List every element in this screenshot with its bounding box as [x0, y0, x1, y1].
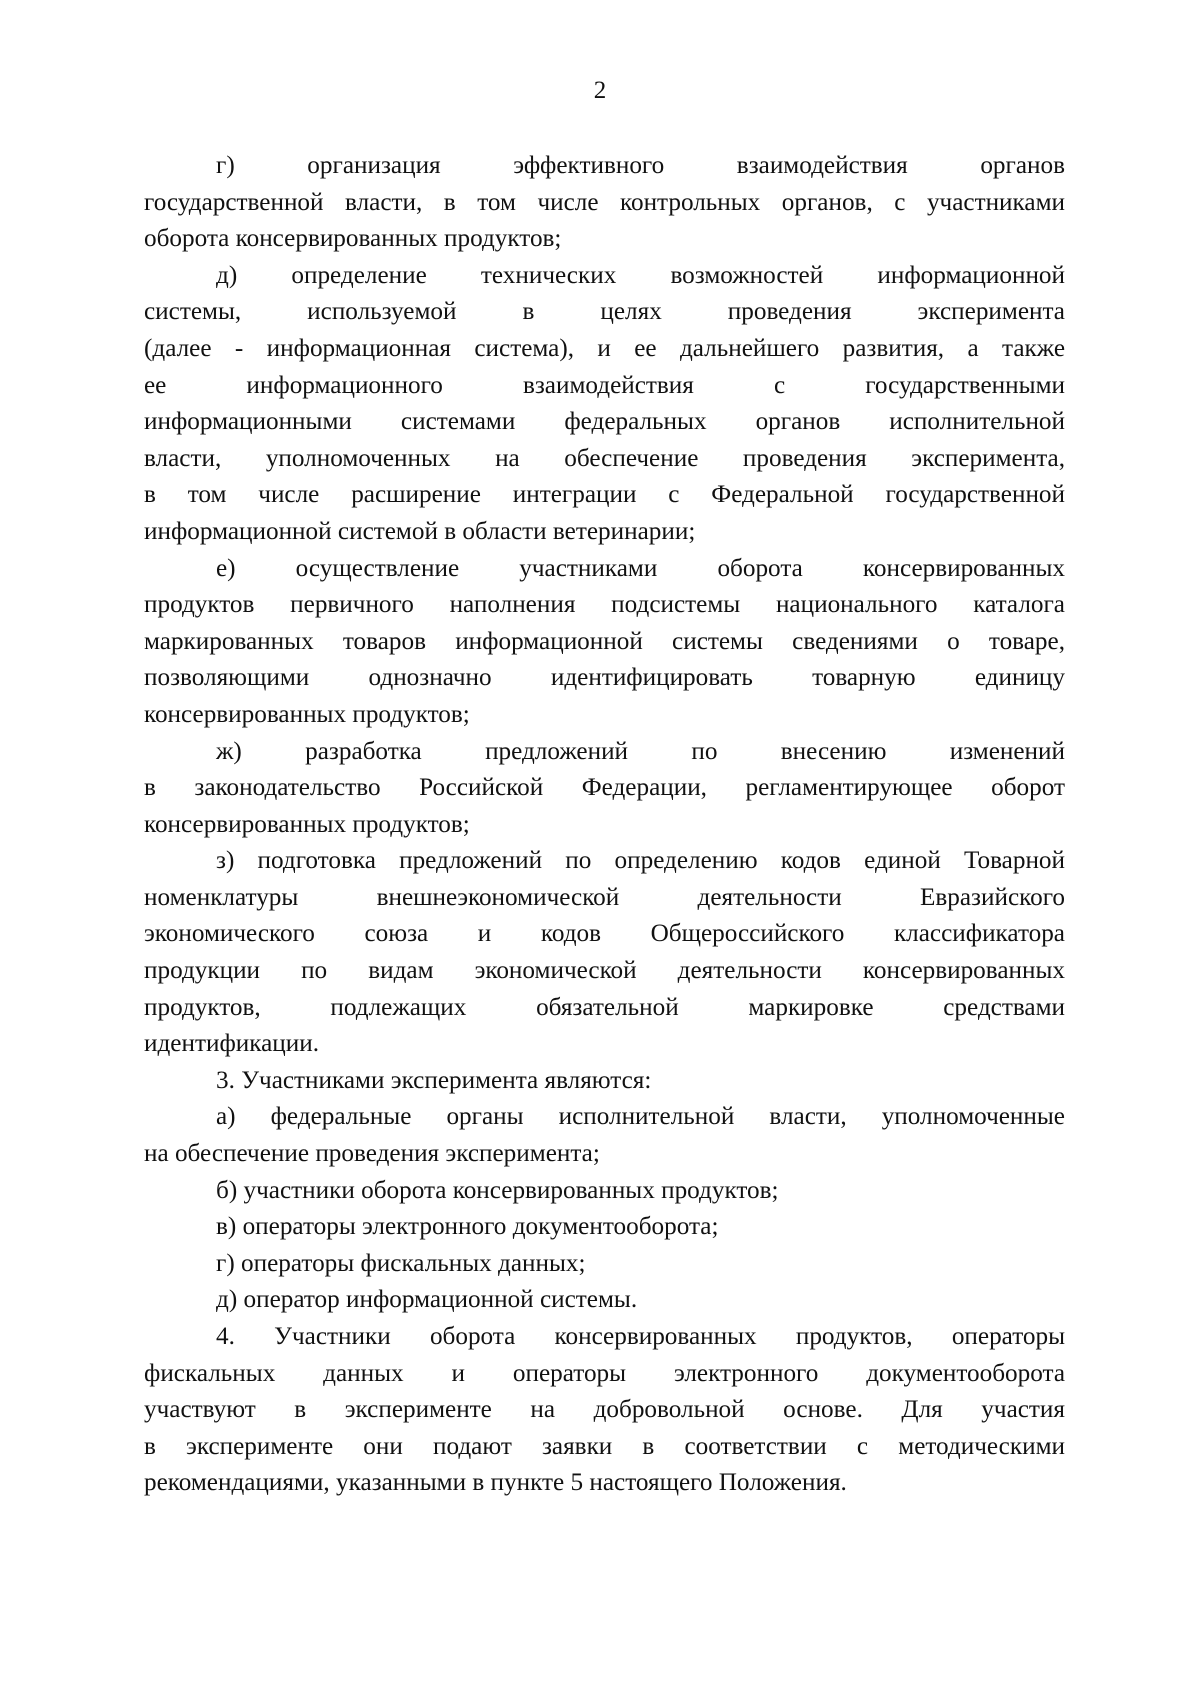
- paragraph-p3-b: [144, 1173, 1065, 1210]
- text-line: ее информационного взаимодействия с государственными: [144, 371, 1065, 399]
- text-line: ж) разработка предложений по внесению изменений: [216, 737, 1065, 765]
- text-line: власти, уполномоченных на обеспечение проведения эксперимента,: [144, 444, 1065, 472]
- text-line: 4. Участники оборота консервированных продуктов, операторы: [216, 1323, 1065, 1350]
- text-line: экономического союза и кодов Общероссийского классификатора: [144, 920, 1065, 948]
- text-line: (далее - информационная система), и ее дальнейшего развития, а также: [144, 334, 1065, 362]
- text-line: информационными системами федеральных органов исполнительной: [144, 408, 1065, 436]
- text-line: консервированных продуктов;: [144, 810, 470, 838]
- document-body: [144, 148, 1065, 1502]
- text-line: информационной системой в области ветеринарии;: [144, 517, 696, 545]
- text-line: в) операторы электронного документооборота;: [216, 1213, 719, 1241]
- text-line: позволяющими однозначно идентифицировать товарную единицу: [144, 664, 1065, 692]
- text-line: системы, используемой в целях проведения эксперимента: [144, 298, 1065, 326]
- paragraph-d-technical: [144, 258, 1065, 551]
- text-line: б) участники оборота консервированных продуктов;: [216, 1176, 779, 1204]
- text-line: з) подготовка предложений по определению кодов единой Товарной: [216, 847, 1065, 875]
- text-line: е) осуществление участниками оборота консервированных: [216, 554, 1065, 582]
- paragraph-e-catalog: [144, 551, 1065, 734]
- text-line: продуктов первичного наполнения подсистемы национального каталога: [144, 591, 1065, 619]
- text-line: в том числе расширение интеграции с Федеральной государственной: [144, 481, 1065, 509]
- text-line: продуктов, подлежащих обязательной маркировке средствами: [144, 993, 1065, 1021]
- text-line: д) оператор информационной системы.: [216, 1286, 638, 1314]
- text-line: консервированных продуктов;: [144, 700, 470, 728]
- paragraph-g-organization: [144, 148, 1065, 258]
- text-line: номенклатуры внешнеэкономической деятельности Евразийского: [144, 883, 1065, 911]
- text-line: в законодательство Российской Федерации, регламентирующее оборот: [144, 774, 1065, 802]
- text-line: государственной власти, в том числе контрольных органов, с участниками: [144, 188, 1065, 216]
- text-line: маркированных товаров информационной системы сведениями о товаре,: [144, 627, 1065, 655]
- text-line: 3. Участниками эксперимента являются:: [216, 1066, 652, 1094]
- text-line: идентификации.: [144, 1030, 320, 1058]
- text-line: д) определение технических возможностей информационной: [216, 261, 1065, 289]
- paragraph-z-codes: [144, 843, 1065, 1063]
- paragraph-p3-d: [144, 1282, 1065, 1319]
- text-line: оборота консервированных продуктов;: [144, 225, 562, 253]
- text-line: участвуют в эксперименте на добровольной основе. Для участия: [144, 1396, 1065, 1424]
- paragraph-p4: [144, 1319, 1065, 1502]
- paragraph-p3-a: [144, 1099, 1065, 1172]
- text-line: фискальных данных и операторы электронного документооборота: [144, 1359, 1065, 1387]
- page-number: 2: [593, 77, 607, 104]
- text-line: в эксперименте они подают заявки в соответствии с методическими: [144, 1432, 1065, 1460]
- paragraph-p3-v: [144, 1209, 1065, 1246]
- paragraph-p3-heading: [144, 1063, 1065, 1100]
- text-line: г) операторы фискальных данных;: [216, 1249, 586, 1277]
- paragraph-zh-legislation: [144, 734, 1065, 844]
- text-line: на обеспечение проведения эксперимента;: [144, 1140, 600, 1168]
- text-line: рекомендациями, указанными в пункте 5 настоящего Положения.: [144, 1469, 847, 1497]
- text-line: продукции по видам экономической деятельности консервированных: [144, 957, 1065, 985]
- text-line: г) организация эффективного взаимодействия органов: [216, 152, 1065, 179]
- paragraph-p3-g: [144, 1246, 1065, 1283]
- text-line: а) федеральные органы исполнительной власти, уполномоченные: [216, 1103, 1065, 1131]
